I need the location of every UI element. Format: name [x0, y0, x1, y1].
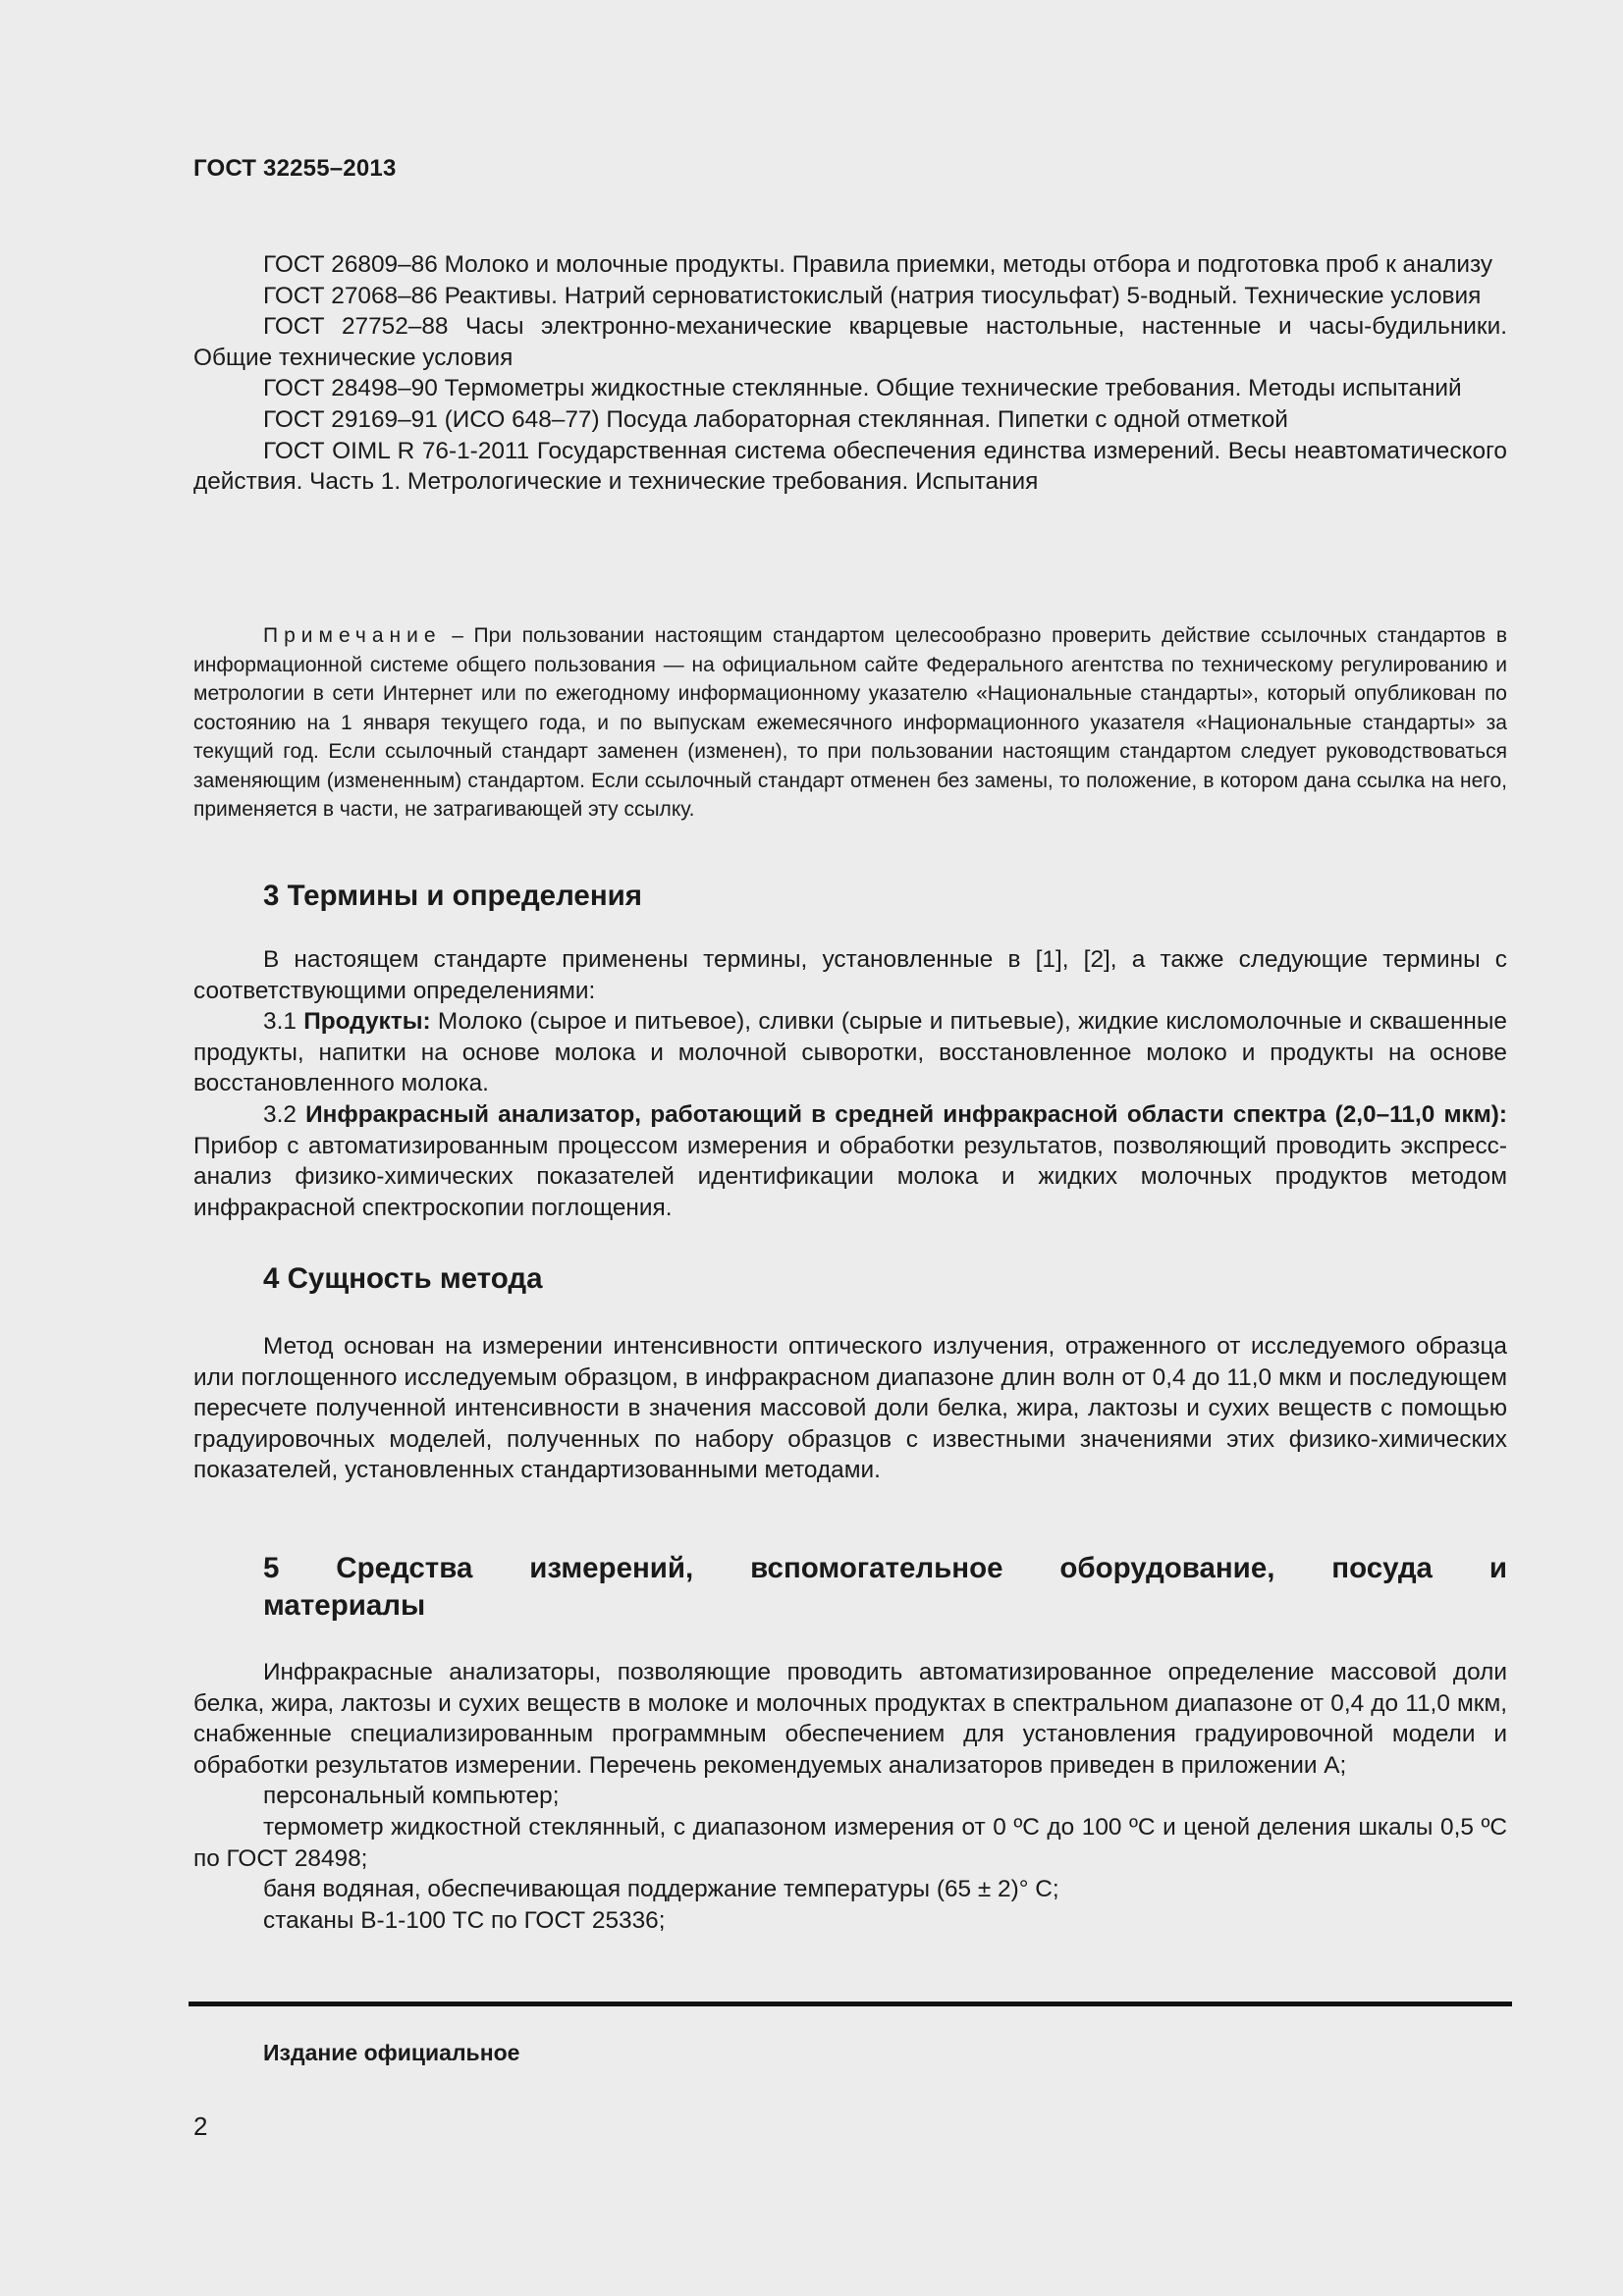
term-3-2 — [193, 1099, 1507, 1223]
section-5-heading — [263, 1550, 1507, 1625]
section-4-body — [193, 1331, 1507, 1486]
section-4-heading: 4 Сущность метода — [263, 1262, 543, 1295]
normative-references-list — [193, 249, 1507, 498]
term-name: Инфракрасный анализатор, работающий в средней инфракрасной области спектра (2,0–11,0 мкм): — [305, 1100, 1507, 1128]
reference-item: ГОСТ 27752–88 Часы электронно-механические кварцевые настольные, настенные и часы-будильники. Общие технические условия — [193, 313, 1507, 371]
section-4-text: Метод основан на измерении интенсивности оптического излучения, отраженного от исследуемого образца или поглощенного исследуемым образцом, в инфракрасном диапазоне длин волн от 0,4 до 11,0 мкм и последующем пересчете полученной интенсивности в значения массовой доли белка, жира, лактозы и сухих веществ с помощью градуировочных моделей, полученных по набору образцов с известными значениями этих физико-химических показателей, установленных стандартизованными методами. — [193, 1333, 1507, 1484]
note-text: – При пользовании настоящим стандартом целесообразно проверить действие ссылочных стандартов в информационной системе общего пользования — на официальном сайте Федерального агентства по техническому регулированию и метрологии в сети Интернет или по ежегодному информационному указателю «Национальные стандарты», который опубликован по состоянию на 1 января текущего года, и по выпускам ежемесячного информационного указателя «Национальные стандарты» за текущий год. Если ссылочный стандарт заменен (изменен), то при пользовании настоящим стандартом следует руководствоваться заменяющим (измененным) стандартом. Если ссылочный стандарт отменен без замены, то положение, в котором дана ссылка на него, применяется в части, не затрагивающей эту ссылку. — [193, 624, 1507, 821]
reference-item: ГОСТ OIML R 76-1-2011 Государственная система обеспечения единства измерений. Весы неавтоматического действия. Часть 1. Метрологические и технические требования. Испытания — [193, 437, 1507, 496]
note-label: Примечание — [263, 624, 442, 647]
official-edition-label: Издание официальное — [263, 2040, 520, 2065]
reference-item: ГОСТ 26809–86 Молоко и молочные продукты. Правила приемки, методы отбора и подготовка проб к анализу — [263, 251, 1493, 278]
term-definition: Молоко (сырое и питьевое), сливки (сырые и питьевые), жидкие кисломолочные и сквашенные продукты, напитки на основе молока и молочной сыворотки, восстановленное молоко и продукты на основе восстановленного молока. — [193, 1008, 1507, 1097]
section-5-heading-line2: материалы — [263, 1589, 426, 1622]
equipment-item: стаканы В-1-100 ТС по ГОСТ 25336; — [263, 1906, 666, 1934]
reference-item: ГОСТ 28498–90 Термометры жидкостные стеклянные. Общие технические требования. Методы испытаний — [263, 375, 1462, 402]
section-5-heading-line1: 5 Средства измерений, вспомогательное оборудование, посуда и — [263, 1552, 1507, 1584]
equipment-item: персональный компьютер; — [263, 1783, 560, 1810]
section-3-intro: В настоящем стандарте применены термины, установленные в [1], [2], а также следующие термины с соответствующими определениями: — [193, 946, 1507, 1004]
references-note — [193, 621, 1507, 825]
equipment-item: Инфракрасные анализаторы, позволяющие проводить автоматизированное определение массовой доли белка, жира, лактозы и сухих веществ в молоке и молочных продуктах в спектральном диапазоне от 0,4 до 11,0 мкм, снабженные специализированным программным обеспечением для установления градуировочной модели и обработки результатов измерении. Перечень рекомендуемых анализаторов приведен в приложении А; — [193, 1659, 1507, 1779]
term-number: 3.2 — [263, 1100, 306, 1128]
reference-item: ГОСТ 29169–91 (ИСО 648–77) Посуда лабораторная стеклянная. Пипетки с одной отметкой — [263, 405, 1288, 433]
term-name: Продукты: — [303, 1008, 431, 1036]
footer-divider — [189, 2002, 1512, 2006]
document-code-header: ГОСТ 32255–2013 — [193, 155, 397, 182]
term-definition: Прибор с автоматизированным процессом измерения и обработки результатов, позволяющий проводить экспресс-анализ физико-химических показателей идентификации молока и жидких молочных продуктов методом инфракрасной спектроскопии поглощения. — [193, 1132, 1507, 1221]
equipment-item: баня водяная, обеспечивающая поддержание температуры (65 ± 2)° С; — [263, 1876, 1059, 1903]
page-number: 2 — [193, 2111, 208, 2141]
section-3-body — [193, 944, 1507, 1223]
equipment-item: термометр жидкостной стеклянный, с диапазоном измерения от 0 ºС до 100 ºС и ценой деления шкалы 0,5 ºС по ГОСТ 28498; — [193, 1813, 1507, 1872]
section-3-heading: 3 Термины и определения — [263, 880, 643, 912]
term-3-1 — [193, 1006, 1507, 1099]
reference-item: ГОСТ 27068–86 Реактивы. Натрий серноватистокислый (натрия тиосульфат) 5-водный. Технические условия — [263, 282, 1482, 309]
section-5-body — [193, 1657, 1507, 1936]
term-number: 3.1 — [263, 1008, 304, 1036]
